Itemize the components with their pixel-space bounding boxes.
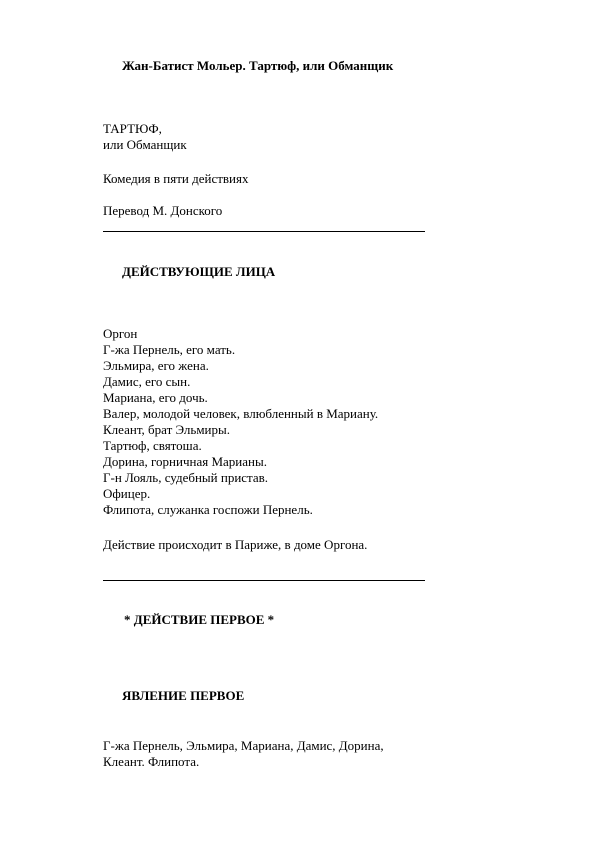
divider-top — [103, 231, 425, 232]
setting-note: Действие происходит в Париже, в доме Оргона. — [103, 537, 368, 552]
cast-item: Дамис, его сын. — [103, 374, 191, 389]
cast-item: Флипота, служанка госпожи Пернель. — [103, 502, 313, 517]
cast-item: Клеант, брат Эльмиры. — [103, 422, 230, 437]
cast-item: Эльмира, его жена. — [103, 358, 209, 373]
play-subtitle: Комедия в пяти действиях — [103, 171, 249, 186]
cast-item: Дорина, горничная Марианы. — [103, 454, 267, 469]
cast-item: Г-жа Пернель, его мать. — [103, 342, 236, 357]
cast-item: Оргон — [103, 326, 138, 341]
play-title-line1: ТАРТЮФ, — [103, 121, 162, 136]
scene-characters-line1: Г-жа Пернель, Эльмира, Мариана, Дамис, Дорина, — [103, 738, 384, 753]
play-title-line2: или Обманщик — [103, 137, 187, 152]
translator-credit: Перевод М. Донского — [103, 203, 223, 218]
cast-heading: ДЕЙСТВУЮЩИЕ ЛИЦА — [122, 264, 276, 279]
document-title: Жан-Батист Мольер. Тартюф, или Обманщик — [122, 58, 394, 73]
scene-heading: ЯВЛЕНИЕ ПЕРВОЕ — [122, 688, 245, 703]
cast-item: Г-н Лояль, судебный пристав. — [103, 470, 269, 485]
act-heading: * ДЕЙСТВИЕ ПЕРВОЕ * — [124, 612, 275, 627]
scene-characters-line2: Клеант. Флипота. — [103, 754, 200, 769]
divider-bottom — [103, 580, 425, 581]
cast-item: Валер, молодой человек, влюбленный в Мариану. — [103, 406, 379, 421]
cast-item: Офицер. — [103, 486, 151, 501]
cast-item: Мариана, его дочь. — [103, 390, 208, 405]
cast-item: Тартюф, святоша. — [103, 438, 202, 453]
